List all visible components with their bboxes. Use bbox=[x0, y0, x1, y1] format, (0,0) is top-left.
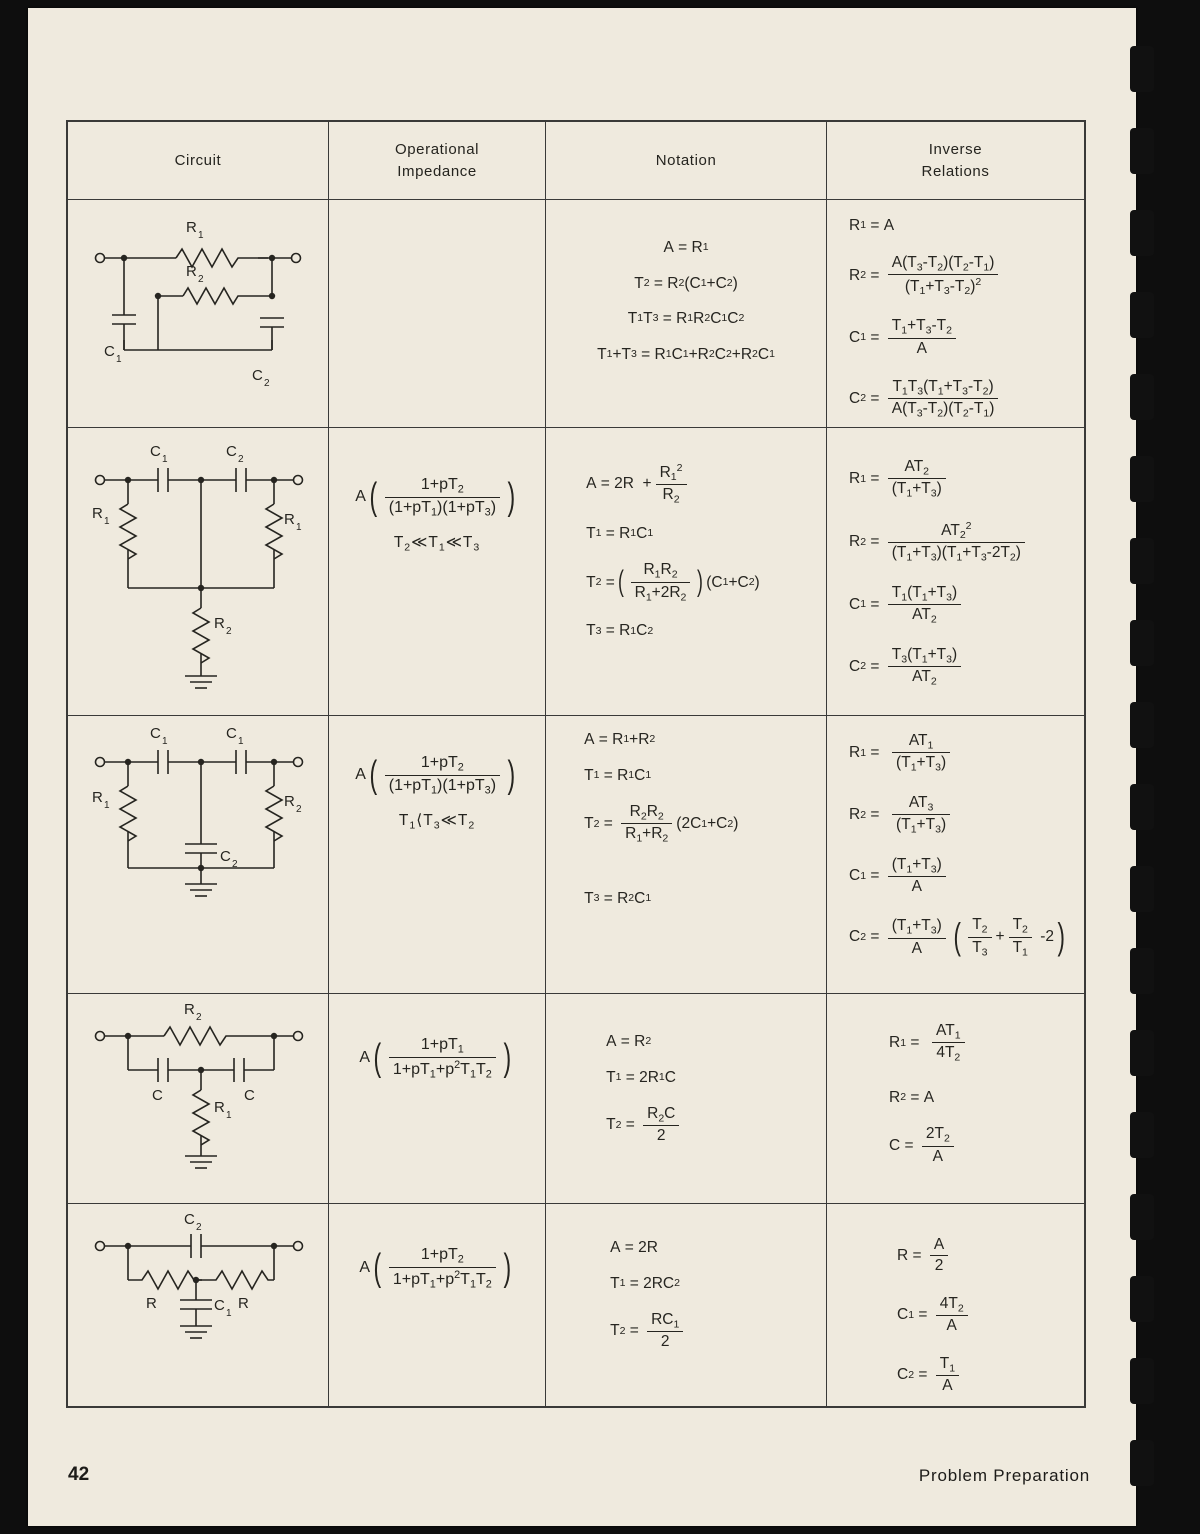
inverse-eq: R 2 = A bbox=[889, 1088, 935, 1106]
circuit-cell-1 bbox=[68, 200, 329, 427]
opimp-condition: $T_2≪T_1≪T_3$ bbox=[393, 533, 481, 554]
inverse-eq: R 2 = $\frac{AT_2^2}{(T_1+T_3)(T_1+T_3-2T_2)}$ bbox=[849, 520, 1074, 564]
opimp-cell-3 bbox=[329, 716, 546, 993]
header-opimp-line1: Operational bbox=[394, 140, 480, 158]
inverse-cell-2 bbox=[827, 428, 1084, 715]
svg-text:R: R bbox=[92, 789, 103, 806]
table-row bbox=[68, 428, 1084, 716]
binding-hole bbox=[1130, 538, 1154, 584]
inverse-eq: C 1 = $\frac{4T_2}{A}$ bbox=[897, 1295, 1074, 1335]
svg-text:C: C bbox=[150, 725, 161, 742]
table-row bbox=[68, 200, 1084, 428]
opimp-cell-4 bbox=[329, 994, 546, 1203]
table-row bbox=[68, 716, 1084, 994]
svg-text:R: R bbox=[186, 219, 197, 236]
binding-hole bbox=[1130, 702, 1154, 748]
svg-text:1: 1 bbox=[198, 230, 204, 241]
circuit-cell-4 bbox=[68, 994, 329, 1203]
binding-hole bbox=[1130, 620, 1154, 666]
circuit-cell-3 bbox=[68, 716, 329, 993]
opimp-expression: A ( $\frac{1+pT_2}{(1+pT_1)(1+pT_3)}$ ) bbox=[355, 753, 516, 797]
svg-text:C: C bbox=[226, 443, 237, 460]
opimp-condition: $T_1⟨T_3≪T_2$ bbox=[398, 811, 476, 832]
binding-hole bbox=[1130, 1030, 1154, 1076]
notation-eq: A = 2R + $\frac{R_1^2}{R_2}$ bbox=[586, 462, 816, 506]
chapter-label: Problem Preparation bbox=[918, 1466, 1090, 1485]
svg-text:1: 1 bbox=[104, 800, 110, 811]
circuit-cell-5 bbox=[68, 1204, 329, 1408]
notation-eq: T 1 = 2RC 2 bbox=[610, 1274, 680, 1292]
svg-text:C: C bbox=[226, 725, 237, 742]
svg-text:C: C bbox=[244, 1087, 255, 1104]
schematic-bridged-t-5 bbox=[68, 1204, 330, 1406]
binding-hole bbox=[1130, 46, 1154, 92]
svg-text:1: 1 bbox=[238, 736, 244, 747]
binding-hole bbox=[1130, 128, 1154, 174]
binding-hole bbox=[1130, 210, 1154, 256]
notation-cell-3 bbox=[546, 716, 827, 993]
notation-eq: T 2 = $\frac{RC_1}{2}$ bbox=[610, 1311, 816, 1351]
schematic-bridged-t-4 bbox=[68, 994, 330, 1202]
inverse-eq: C 2 = $\frac{(T_1+T_3)}{A}$ ( $\frac{T_2}{T_3}$ + $\frac{T_2}{T_1}$ -2 ) bbox=[849, 915, 1065, 959]
table-row bbox=[68, 1204, 1084, 1408]
svg-text:2: 2 bbox=[238, 454, 244, 465]
binding-hole bbox=[1130, 1358, 1154, 1404]
notation-eq: T 1 = 2R 1 C bbox=[606, 1068, 676, 1086]
notation-eq: A = R 2 bbox=[606, 1033, 652, 1050]
svg-text:1: 1 bbox=[296, 522, 302, 533]
svg-text:R: R bbox=[284, 511, 295, 528]
svg-text:R: R bbox=[284, 793, 295, 810]
inverse-eq: R = $\frac{A}{2}$ bbox=[897, 1236, 1074, 1275]
svg-text:R: R bbox=[146, 1295, 157, 1312]
svg-text:C: C bbox=[104, 343, 115, 360]
header-circuit-label: Circuit bbox=[174, 151, 222, 169]
svg-text:C: C bbox=[214, 1297, 225, 1314]
table-header-row bbox=[68, 122, 1084, 200]
inverse-cell-5 bbox=[827, 1204, 1084, 1408]
header-notation bbox=[546, 122, 827, 199]
notation-eq: A = R 1 bbox=[663, 239, 709, 256]
svg-text:R: R bbox=[184, 1001, 195, 1018]
inverse-eq: C 2 = $\frac{T_1}{A}$ bbox=[897, 1355, 1074, 1395]
inverse-eq: R 1 = A bbox=[849, 217, 895, 234]
inverse-eq: C 1 = $\frac{T_1(T_1+T_3)}{AT_2}$ bbox=[849, 584, 1074, 626]
svg-text:2: 2 bbox=[198, 274, 204, 285]
binding-hole bbox=[1130, 1194, 1154, 1240]
header-inverse-relations bbox=[827, 122, 1084, 199]
binding-holes bbox=[1118, 0, 1182, 1534]
header-inverse-line2: Relations bbox=[921, 162, 990, 180]
svg-text:1: 1 bbox=[226, 1110, 232, 1121]
schematic-twin-rc-3 bbox=[68, 716, 330, 992]
opimp-expression: A ( $\frac{1+pT_2}{(1+pT_1)(1+pT_3)}$ ) bbox=[355, 475, 516, 519]
opimp-expression: A ( $\frac{1+pT_2}{1+pT_1+p^2T_1T_2}$ ) bbox=[359, 1246, 512, 1291]
svg-text:C: C bbox=[184, 1211, 195, 1228]
binding-hole bbox=[1130, 374, 1154, 420]
notation-eq: T 2 = R 2 (C 1 +C 2 ) bbox=[634, 274, 738, 292]
svg-text:1: 1 bbox=[226, 1308, 232, 1319]
notation-eq: T 2 = $\frac{R_2R_2}{R_1+R_2}$ (2C 1 +C 2 ) bbox=[584, 803, 739, 845]
svg-text:R: R bbox=[186, 263, 197, 280]
svg-text:2: 2 bbox=[264, 378, 270, 389]
svg-text:2: 2 bbox=[196, 1222, 202, 1233]
svg-text:2: 2 bbox=[226, 626, 232, 637]
header-operational-impedance bbox=[329, 122, 546, 199]
document-page bbox=[28, 8, 1136, 1526]
svg-text:1: 1 bbox=[162, 736, 168, 747]
notation-eq: T 1 = R 1 C 1 bbox=[584, 766, 652, 784]
notation-eq: T 2 = ( $\frac{R_1R_2}{R_1+2R_2}$ ) (C 1 +C 2 ) bbox=[586, 561, 760, 604]
inverse-eq: C 1 = $\frac{(T_1+T_3)}{A}$ bbox=[849, 856, 1074, 896]
schematic-twin-rc-2 bbox=[68, 428, 330, 714]
opimp-cell-2 bbox=[329, 428, 546, 715]
notation-eq: A = R 1 +R 2 bbox=[584, 731, 656, 748]
opimp-expression: A ( $\frac{1+pT_1}{1+pT_1+p^2T_1T_2}$ ) bbox=[359, 1036, 512, 1081]
svg-text:2: 2 bbox=[296, 804, 302, 815]
header-inverse-line1: Inverse bbox=[928, 140, 983, 158]
binding-hole bbox=[1130, 292, 1154, 338]
binding-hole bbox=[1130, 1440, 1154, 1486]
inverse-eq: R 1 = $\frac{AT_1}{(T_1+T_3)}$ bbox=[849, 732, 1074, 774]
inverse-eq: C 2 = $\frac{T_3(T_1+T_3)}{AT_2}$ bbox=[849, 646, 1074, 688]
svg-text:C: C bbox=[220, 848, 231, 865]
inverse-eq: R 1 = $\frac{AT_2}{(T_1+T_3)}$ bbox=[849, 458, 1074, 500]
inverse-cell-4 bbox=[827, 994, 1084, 1203]
notation-cell-5 bbox=[546, 1204, 827, 1408]
binding-hole bbox=[1130, 784, 1154, 830]
svg-text:2: 2 bbox=[232, 859, 238, 870]
notation-eq: T 3 = R 2 C 1 bbox=[584, 889, 652, 907]
inverse-eq: R 2 = $\frac{A(T_3-T_2)(T_2-T_1)}{(T_1+T_3-T_2)^2}$ bbox=[849, 254, 1074, 298]
svg-text:2: 2 bbox=[196, 1012, 202, 1023]
notation-cell-1 bbox=[546, 200, 827, 427]
notation-cell-2 bbox=[546, 428, 827, 715]
svg-text:C: C bbox=[150, 443, 161, 460]
inverse-eq: C 2 = $\frac{T_1T_3(T_1+T_3-T_2)}{A(T_3-T_2)(T_2-T_1)}$ bbox=[849, 378, 1074, 420]
svg-text:R: R bbox=[214, 1099, 225, 1116]
binding-hole bbox=[1130, 1276, 1154, 1322]
inverse-eq: R 2 = $\frac{AT_3}{(T_1+T_3)}$ bbox=[849, 794, 1074, 836]
notation-cell-4 bbox=[546, 994, 827, 1203]
binding-hole bbox=[1130, 1112, 1154, 1158]
notation-eq: T 1 T 3 = R 1 R 2 C 1 C 2 bbox=[627, 310, 745, 327]
svg-text:1: 1 bbox=[162, 454, 168, 465]
circuits-table bbox=[66, 120, 1086, 1408]
notation-eq: T 2 = $\frac{R_2C}{2}$ bbox=[606, 1105, 816, 1145]
circuit-cell-2 bbox=[68, 428, 329, 715]
svg-text:C: C bbox=[152, 1087, 163, 1104]
inverse-eq: R 1 = $\frac{AT_1}{4T_2}$ bbox=[889, 1022, 1074, 1064]
schematic-bridged-t-rc-1 bbox=[68, 200, 330, 426]
table-row bbox=[68, 994, 1084, 1204]
page-footer bbox=[28, 1464, 1136, 1488]
opimp-cell-5 bbox=[329, 1204, 546, 1408]
header-notation-label: Notation bbox=[655, 151, 717, 169]
svg-text:R: R bbox=[92, 505, 103, 522]
svg-text:R: R bbox=[238, 1295, 249, 1312]
header-circuit bbox=[68, 122, 329, 199]
svg-text:1: 1 bbox=[116, 354, 122, 365]
svg-text:1: 1 bbox=[104, 516, 110, 527]
header-opimp-line2: Impedance bbox=[397, 162, 477, 180]
svg-text:C: C bbox=[252, 367, 263, 384]
page-number: 42 bbox=[68, 1464, 90, 1485]
inverse-eq: C = $\frac{2T_2}{A}$ bbox=[889, 1125, 1074, 1165]
inverse-cell-3 bbox=[827, 716, 1084, 993]
opimp-cell-1 bbox=[329, 200, 546, 427]
binding-hole bbox=[1130, 866, 1154, 912]
binding-hole bbox=[1130, 456, 1154, 502]
notation-eq: T 1 +T 3 = R 1 C 1 +R 2 C 2 +R 2 C 1 bbox=[597, 345, 775, 363]
inverse-cell-1 bbox=[827, 200, 1084, 427]
notation-eq: T 3 = R 1 C 2 bbox=[586, 622, 654, 640]
notation-eq: A = 2R bbox=[610, 1239, 658, 1256]
notation-eq: T 1 = R 1 C 1 bbox=[586, 524, 654, 542]
svg-text:R: R bbox=[214, 615, 225, 632]
inverse-eq: C 1 = $\frac{T_1+T_3-T_2}{A}$ bbox=[849, 317, 1074, 357]
binding-hole bbox=[1130, 948, 1154, 994]
